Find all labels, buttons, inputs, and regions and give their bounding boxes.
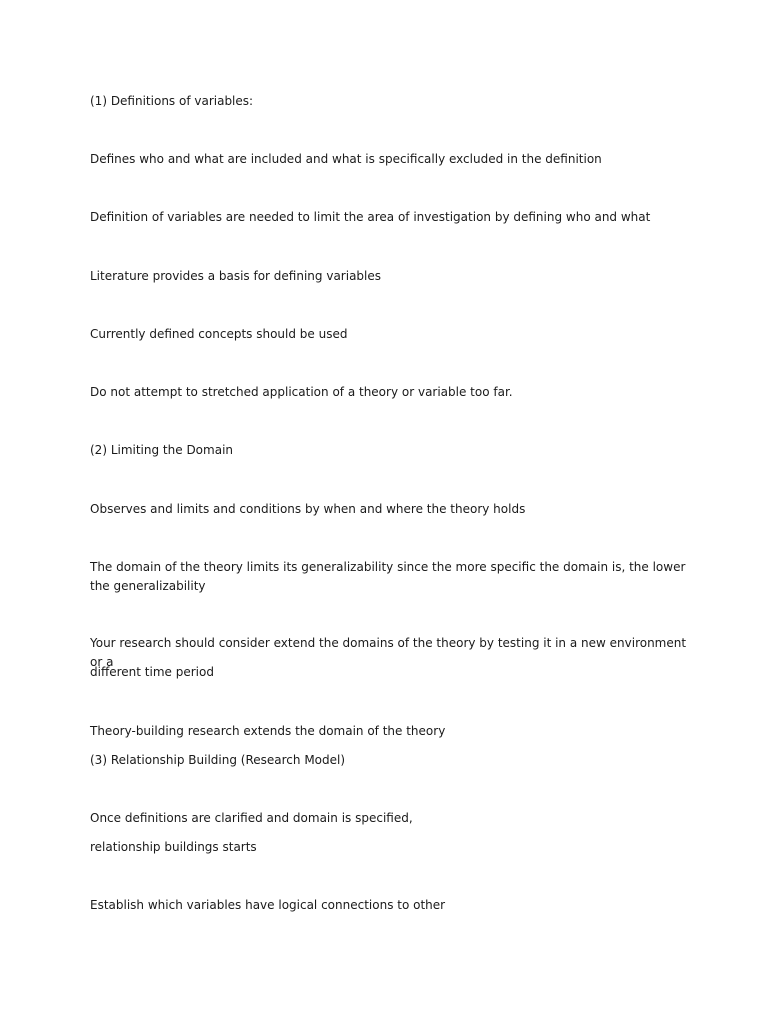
paragraph: Currently defined concepts should be used — [90, 327, 348, 341]
paragraph: Literature provides a basis for defining variables — [90, 269, 382, 283]
paragraph: Theory-building research extends the domain of the theory — [90, 724, 446, 738]
paragraph: The domain of the theory limits its generalizability since the more specific the domain is, the lower the generalizability — [90, 560, 686, 593]
section-heading-relationship-building: (3) Relationship Building (Research Model) — [90, 753, 346, 767]
paragraph: Definition of variables are needed to limit the area of investigation by defining who and what — [90, 210, 651, 224]
paragraph: Defines who and what are included and what is specifically excluded in the definition — [90, 152, 602, 166]
paragraph: Establish which variables have logical connections to other — [90, 898, 446, 912]
paragraph: Your research should consider extend the domains of the theory by testing it in a new environment or a — [90, 636, 687, 669]
paragraph: Do not attempt to stretched application of a theory or variable too far. — [90, 385, 513, 399]
section-heading-domain: (2) Limiting the Domain — [90, 443, 234, 457]
paragraph: Once definitions are clarified and domain is specified, — [90, 811, 413, 825]
paragraph: different time period — [90, 665, 214, 679]
paragraph: Observes and limits and conditions by when and where the theory holds — [90, 502, 526, 516]
paragraph: relationship buildings starts — [90, 840, 257, 854]
section-heading-definitions: (1) Definitions of variables: — [90, 94, 254, 108]
